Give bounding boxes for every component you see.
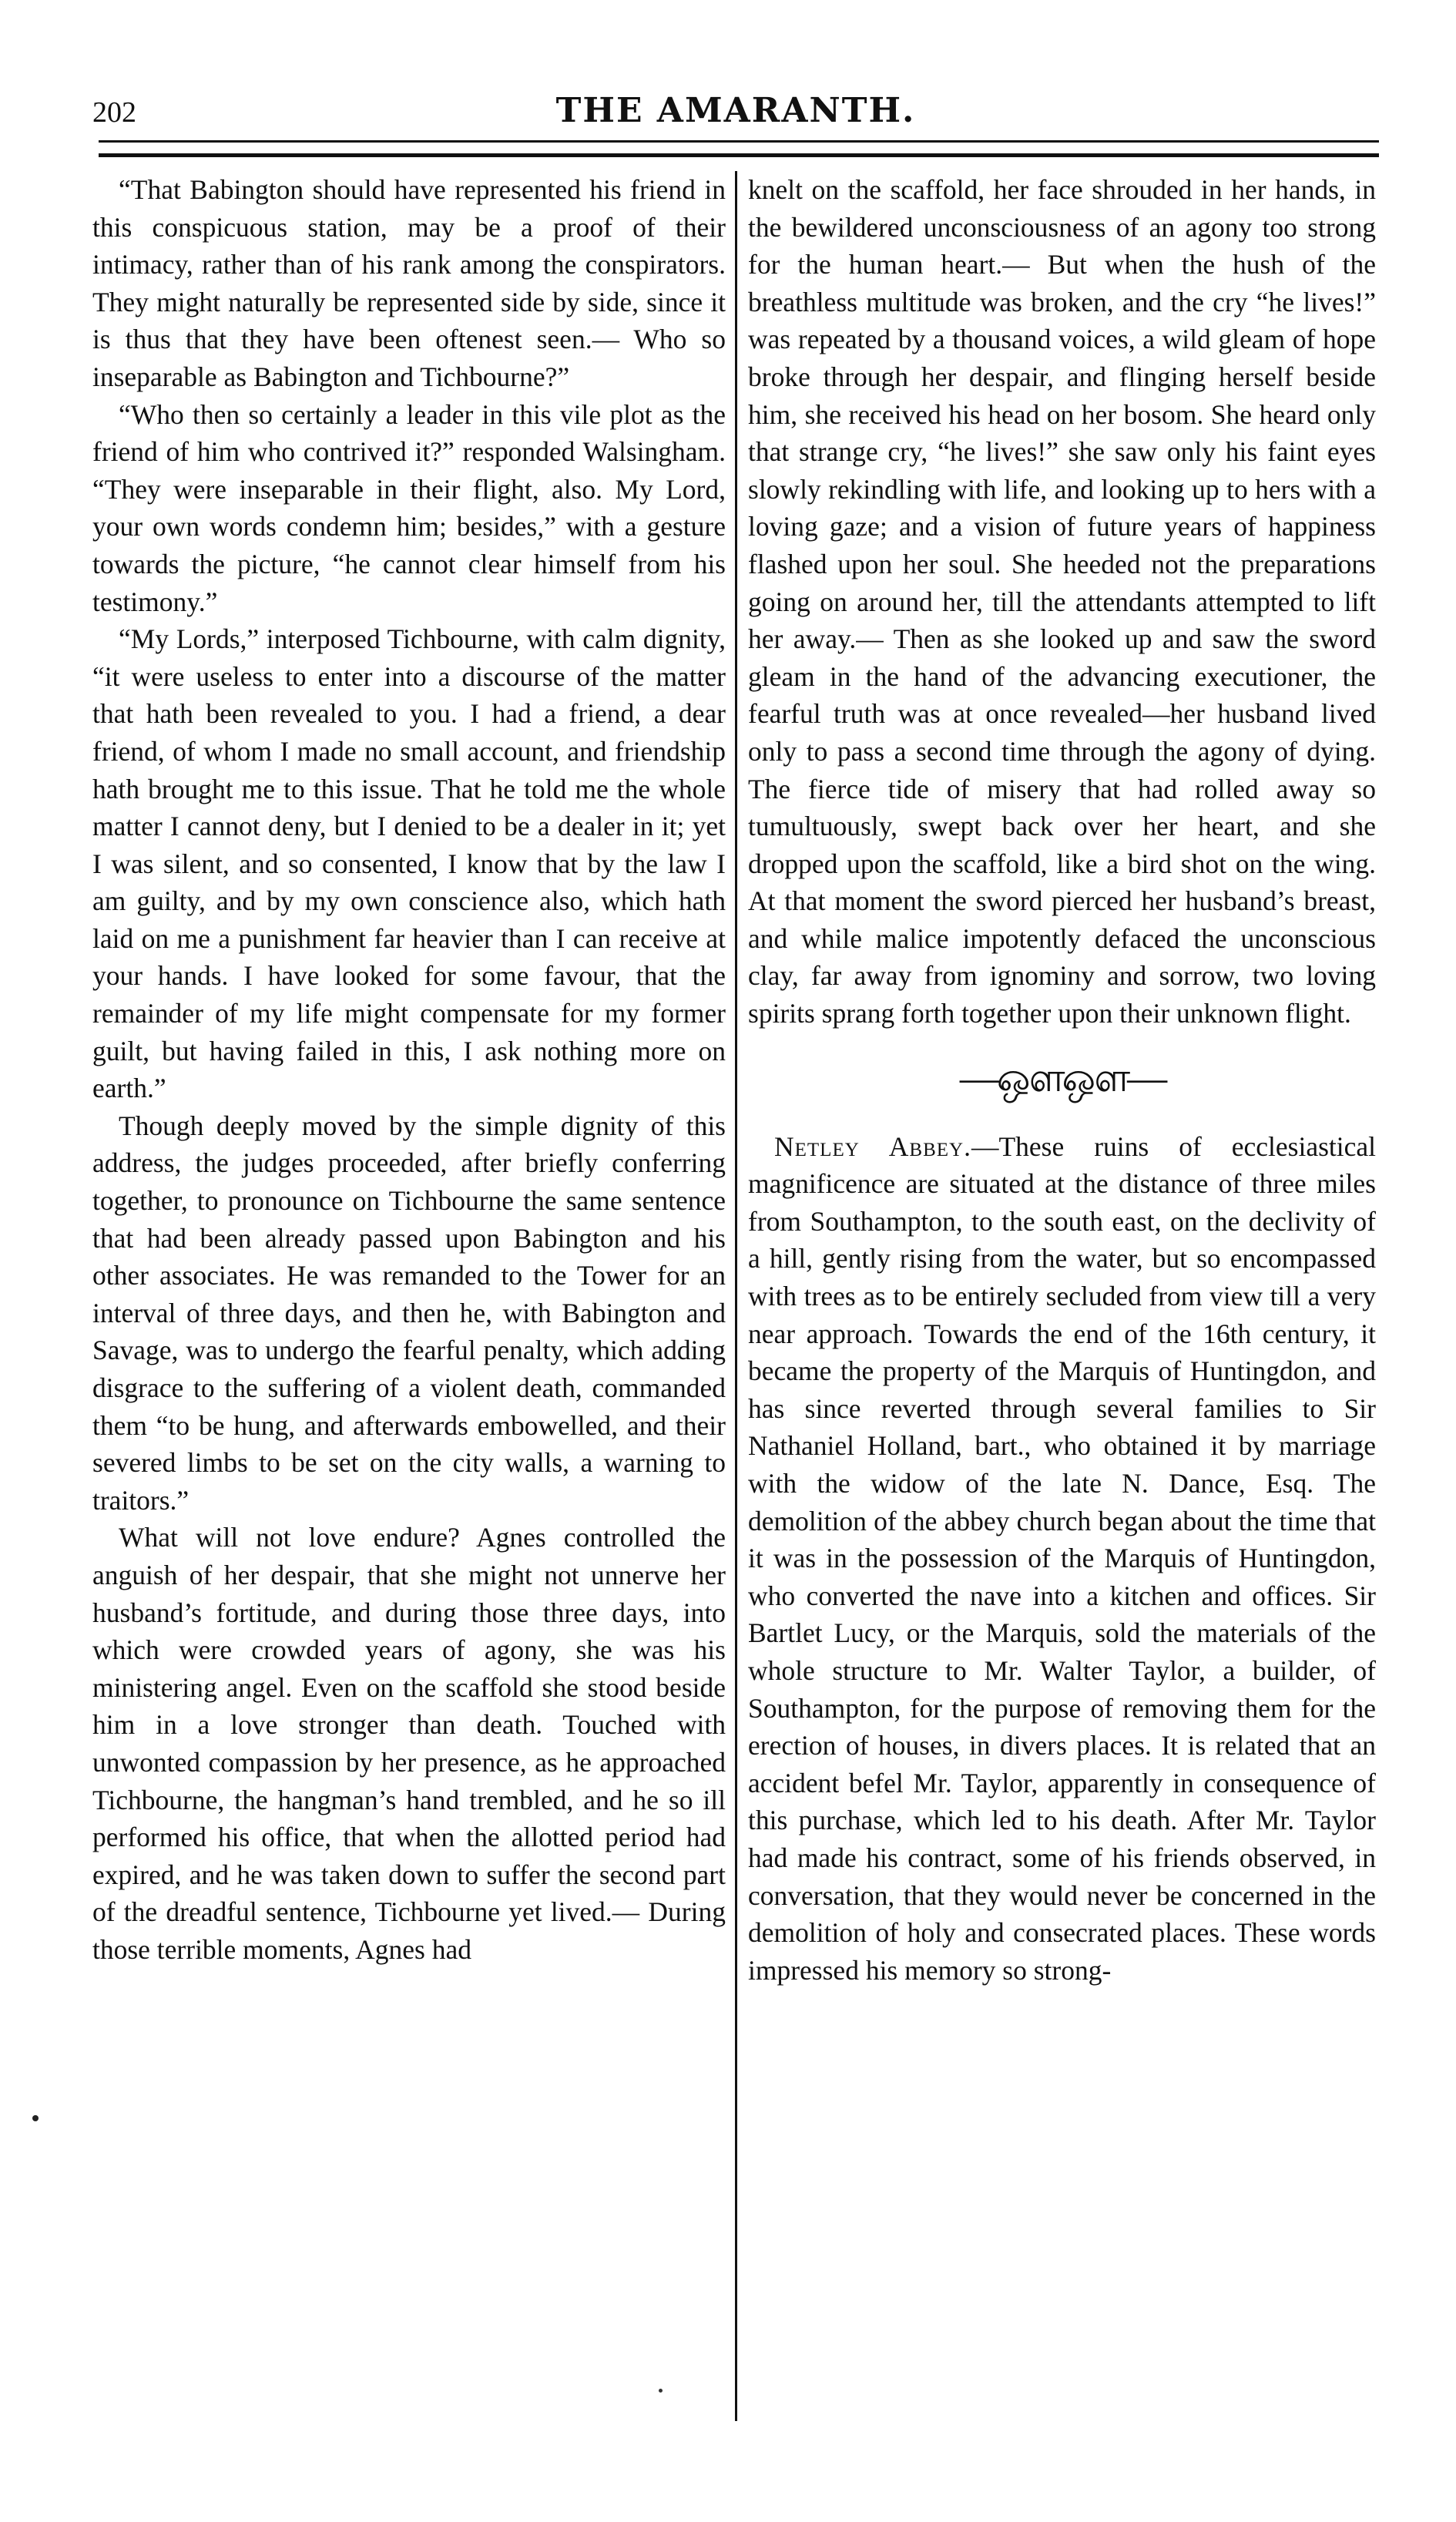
stray-ink-mark — [32, 2115, 39, 2121]
paragraph: Though deeply moved by the simple dignity of this address, the judges proceeded, after briefly conferring together, to pronounce on Tichbourne the same sentence that had been already passed upon Babington and his other associates. He was remanded to the Tower for an interval of three days, and then he, with Babington and Savage, was to undergo the fearful penalty, which adding disgrace to the suffering of a violent death, commanded them “to be hung, and afterwards embowelled, and their severed limbs to be set on the city walls, a warning to traitors.” — [92, 1110, 726, 1516]
page-number: 202 — [92, 96, 136, 129]
page — [92, 85, 1379, 2473]
two-column-body — [92, 171, 1379, 2421]
article-heading: Netley Abbey. — [774, 1130, 971, 1162]
article-body: —These ruins of ecclesiastical magnificence are situated at the distance of three miles from Southampton, to the south east, on the declivity of a hill, gently rising from the water, but so encompassed with trees as to be entirely secluded from view till a very near approach. Towards the end of the 16th century, it became the property of the Marquis of Huntingdon, and has since reverted through several families to Sir Nathaniel Holland, bart., who obtained it by marriage with the widow of the late N. Dance, Esq. The demolition of the abbey church began about the time that it was in the possession of the Marquis of Huntingdon, who converted the nave into a kitchen and offices. Sir Bartlet Lucy, or the Marquis, sold the materials of the whole structure to Mr. Walter Taylor, a builder, of Southampton, for the purpose of removing them for the erection of houses, in divers places. It is related that an accident befel Mr. Taylor, apparently in consequence of this purchase, which led to his death. After Mr. Taylor had made his contract, some of his friends observed, in conversation, that they would never be concerned in the demolition of holy and consecrated places. These words impressed his memory so strong- — [748, 1130, 1376, 1986]
story-continuation: knelt on the scaffold, her face shrouded in her hands, in the bewildered unconsciousness of an agony too strong for the human heart.— But when the hush of the breathless multitude was broken, and the cry “he lives!” was repeated by a thousand voices, a wild gleam of hope broke through her despair, and flinging herself beside him, she received his head on her bosom. She heard only that strange cry, “he lives!” she saw only his faint eyes slowly rekindling with life, and looking up to hers with a loving gaze; and a vision of future years of happiness flashed upon her soul. She heeded not the preparations going on around her, till the attendants attempted to lift her away.— Then as she looked up and saw the sword gleam in the hand of the advancing executioner, the fearful truth was at once revealed—her husband lived only to pass a second time through the agony of dying. The fierce tide of misery that had rolled away so tumultuously, swept back over her heart, and she dropped upon the scaffold, like a bird shot on the wing. At that moment the sword pierced her husband’s breast, and while malice impotently defaced the unconscious clay, far away from ignominy and sorrow, two loving spirits sprang forth together upon their unknown flight. — [748, 174, 1376, 1029]
right-column — [748, 171, 1376, 2421]
stray-ink-dot — [659, 2389, 663, 2393]
running-title: THE AMARANTH. — [555, 91, 916, 130]
paragraph: What will not love endure? Agnes controlled the anguish of her despair, that she might not unnerve her husband’s fortitude, and during those three days, into which were crowded years of agony, she was his ministering angel. Even on the scaffold she stood beside him in a love stronger than death. Touched with unwonted compassion by her presence, as he approached Tichbourne, the hangman’s hand trembled, and he so ill performed his office, that when the allotted period had expired, and he was taken down to suffer the second part of the dreadful sentence, Tichbourne yet lived.— During those terrible moments, Agnes had — [92, 1522, 726, 1965]
header-double-rule — [99, 140, 1379, 157]
ornament-divider: —ஔஔ— — [959, 1056, 1165, 1100]
paragraph: “That Babington should have represented his friend in this conspicuous station, may be a proof of their intimacy, rather than of his rank among the conspirators. They might naturally be represented side by side, since it is thus that they have been oftenest seen.— Who so inseparable as Babington and Tichbourne?” — [92, 174, 726, 392]
paragraph: “Who then so certainly a leader in this vile plot as the friend of him who contrived it?” responded Walsingham. “They were inseparable in their flight, also. My Lord, your own words condemn him; besides,” with a gesture towards the picture, “he cannot clear himself from his testimony.” — [92, 398, 726, 617]
paragraph: “My Lords,” interposed Tichbourne, with calm dignity, “it were useless to enter into a discourse of the matter that hath been revealed to you. I had a friend, a dear friend, of whom I made no small account, and friendship hath brought me to this issue. That he told me the whole matter I cannot deny, but I denied to be a dealer in it; yet I was silent, and so consented, I know that by the law I am guilty, and by my own conscience also, which hath laid on me a punishment far heavier than I can receive at your hands. I have looked for some favour, that the remainder of my life might compensate for my former guilt, but having failed in this, I ask nothing more on earth.” — [92, 623, 726, 1104]
left-column — [92, 171, 735, 2421]
page-header — [92, 85, 1379, 146]
column-divider — [735, 171, 737, 2421]
article-netley-abbey — [748, 1128, 1376, 1990]
